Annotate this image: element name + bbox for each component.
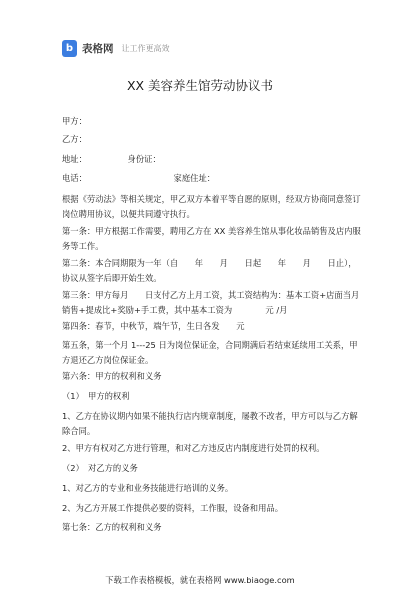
article-5: 第五条，第一个月 1---25 日为岗位保证金，合同期满后若结束延续用工关系，甲方退还乙方岗位保证金。 — [62, 340, 358, 365]
address-row — [62, 152, 362, 167]
party-b-label: 乙方： — [62, 134, 87, 144]
list-item: 1、乙方在协议期内如果不能执行店内规章制度，屡教不改者，甲方可以与乙方解除合同。 — [62, 411, 358, 436]
list-item: 2、甲方有权对乙方进行管理，和对乙方违反店内制度进行处罚的权利。 — [62, 443, 325, 453]
header — [62, 40, 170, 57]
phone-label: 电话： — [62, 173, 87, 183]
list-item: 2、为乙方开展工作提供必要的资料，工作服，设备和用品。 — [62, 503, 283, 513]
article-4: 第四条：春节，中秋节，端午节，生日各发 元 — [62, 321, 245, 331]
section-obligations-to-b: （2） 对乙方的义务 — [62, 463, 138, 473]
section-party-a-rights: （1） 甲方的权利 — [62, 391, 130, 401]
brand-name: 表格网 — [82, 43, 114, 55]
intro-paragraph: 根据《劳动法》等相关规定，甲乙双方本着平等自愿的原则，经双方协商同意签订岗位聘用协议，以便共同遵守执行。 — [62, 194, 361, 219]
article-3: 第三条：甲方每月 日支付乙方上月工资，其工资结构为：基本工资+店面当月销售+提成比+奖励+手工费，其中基本工资为 元 /月 — [62, 290, 360, 315]
b-logo-icon: b — [62, 40, 77, 57]
phone-row — [62, 171, 362, 186]
document-title: XX 美容养生馆劳动协议书 — [126, 78, 274, 93]
party-a-label: 甲方： — [62, 116, 87, 126]
article-2: 第二条：本合同期限为一年（自 年 月 日起 年 月 日止），协议从签字后即开始生效。 — [62, 258, 357, 283]
article-6: 第六条：甲方的权利和义务 — [62, 371, 162, 381]
address-label: 地址： — [62, 154, 87, 164]
home-address-label: 家庭住址： — [173, 173, 216, 183]
article-1: 第一条：甲方根据工作需要，聘用乙方在 XX 美容养生馆从事化妆品销售及店内服务等工作。 — [62, 226, 361, 251]
brand-slogan: 让工作更高效 — [121, 44, 170, 53]
id-card-label: 身份证： — [127, 154, 161, 164]
list-item: 1、对乙方的专业和业务技能进行培训的义务。 — [62, 483, 234, 493]
footer-text: 下载工作表格模板，就在表格网 www.biaoge.com — [105, 575, 295, 585]
article-7: 第七条：乙方的权利和义务 — [62, 522, 162, 532]
